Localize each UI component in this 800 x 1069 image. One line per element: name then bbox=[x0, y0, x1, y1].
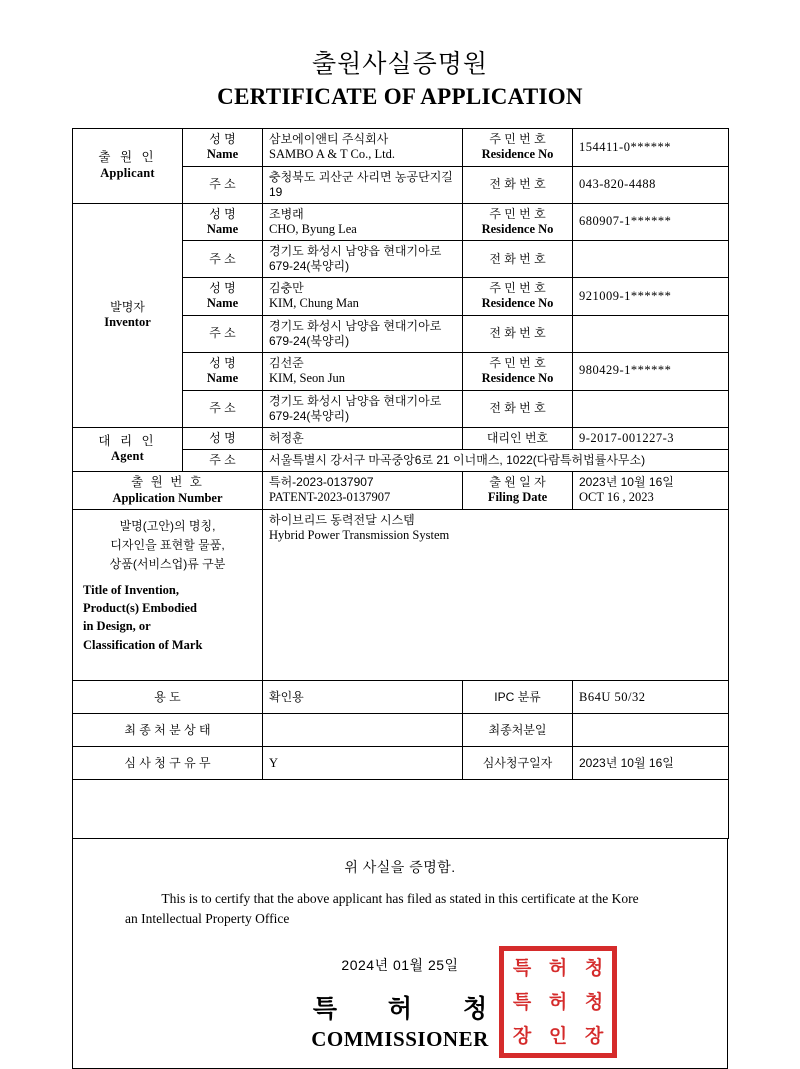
phone-label-cell bbox=[463, 241, 573, 278]
applicant-name-ko: 삼보에이앤티 주식회사 bbox=[269, 132, 389, 146]
address-label-cell bbox=[183, 241, 263, 278]
invention-title-label-en-2: Product(s) Embodied bbox=[83, 601, 198, 616]
agent-label-en: Agent bbox=[111, 449, 144, 464]
commissioner-en: COMMISSIONER bbox=[311, 1026, 489, 1051]
inventor-address-cell bbox=[263, 390, 463, 427]
purpose-value: 확인용 bbox=[269, 689, 304, 704]
inventor-label-ko: 발명자 bbox=[110, 299, 145, 314]
applicant-residence-cell bbox=[573, 129, 729, 167]
address-label-ko: 주 소 bbox=[209, 251, 236, 266]
invention-title-label-ko-2: 디자인을 표현할 물품, bbox=[110, 537, 225, 552]
table-row bbox=[73, 681, 729, 714]
purpose-label-ko: 용 도 bbox=[154, 689, 181, 704]
residence-label-ko: 주 민 번 호 bbox=[489, 281, 546, 296]
certification-statement-ko: 위 사실을 증명함. bbox=[344, 859, 456, 876]
phone-label-cell bbox=[463, 390, 573, 427]
application-number-en: PATENT-2023-0137907 bbox=[269, 490, 391, 505]
name-label-en: Name bbox=[206, 370, 239, 385]
inventor-residence-cell bbox=[573, 352, 729, 390]
inventor-residence-no: 680907-1****** bbox=[579, 214, 672, 229]
agent-no-label-ko: 대리인 번호 bbox=[486, 430, 549, 445]
inventor-phone-cell bbox=[573, 315, 729, 352]
applicant-phone-cell bbox=[573, 166, 729, 203]
filing-date-ko: 2023년 10월 16일 bbox=[579, 475, 674, 490]
name-label-cell bbox=[183, 278, 263, 316]
inventor-address: 경기도 화성시 남양읍 현대기아로 679-24(북양리) bbox=[269, 244, 442, 274]
address-label-ko: 주 소 bbox=[209, 453, 236, 468]
invention-title-label-cell bbox=[73, 510, 263, 681]
final-status-date-label-ko: 최종처분일 bbox=[488, 722, 547, 737]
exam-request-date-value-cell bbox=[573, 747, 729, 780]
certification-statement-en-line1: This is to certify that the above applicant has filed as stated in this certificate at the Kore bbox=[161, 891, 639, 907]
inventor-name-cell bbox=[263, 203, 463, 241]
name-label-cell bbox=[183, 129, 263, 167]
seal-char: 허 bbox=[548, 991, 568, 1013]
name-label-cell bbox=[183, 203, 263, 241]
inventor-address-cell bbox=[263, 241, 463, 278]
inventor-residence-no: 921009-1****** bbox=[579, 288, 672, 303]
applicant-address-cell bbox=[263, 166, 463, 203]
inventor-residence-cell bbox=[573, 203, 729, 241]
inventor-name-en: KIM, Seon Jun bbox=[269, 370, 346, 385]
agent-no-cell bbox=[573, 427, 729, 450]
ipc-label-cell bbox=[463, 681, 573, 714]
invention-title-label-en-3: in Design, or bbox=[83, 619, 151, 634]
residence-label-en: Residence No bbox=[481, 221, 554, 236]
inventor-name-ko: 김선준 bbox=[269, 355, 304, 370]
final-status-label-cell bbox=[73, 714, 263, 747]
table-row bbox=[73, 427, 729, 450]
inventor-address-cell bbox=[263, 315, 463, 352]
address-label-cell bbox=[183, 166, 263, 203]
agent-name-ko: 허정훈 bbox=[269, 430, 304, 445]
agent-label-ko: 대 리 인 bbox=[98, 433, 157, 448]
name-label-cell bbox=[183, 352, 263, 390]
agent-no-label-cell bbox=[463, 427, 573, 450]
residence-label-en: Residence No bbox=[481, 147, 554, 161]
residence-label-cell bbox=[463, 203, 573, 241]
address-label-ko: 주 소 bbox=[209, 326, 236, 341]
table-row bbox=[73, 747, 729, 780]
application-number-cell bbox=[263, 472, 463, 510]
application-number-label-ko: 출 원 번 호 bbox=[131, 475, 204, 490]
phone-label-cell bbox=[463, 166, 573, 203]
purpose-value-cell bbox=[263, 681, 463, 714]
phone-label-ko: 전 화 번 호 bbox=[489, 401, 546, 415]
name-label-en: Name bbox=[206, 296, 239, 311]
inventor-phone-cell bbox=[573, 241, 729, 278]
applicant-phone: 043-820-4488 bbox=[579, 176, 656, 191]
agent-label-cell bbox=[73, 427, 183, 472]
final-status-date-label-cell bbox=[463, 714, 573, 747]
inventor-label-cell bbox=[73, 203, 183, 427]
table-row bbox=[73, 510, 729, 681]
ipc-value: B64U 50/32 bbox=[579, 689, 646, 704]
filing-date-cell bbox=[573, 472, 729, 510]
final-status-date-value-cell bbox=[573, 714, 729, 747]
seal-char: 특 bbox=[512, 957, 532, 979]
address-label-ko: 주 소 bbox=[209, 177, 236, 192]
inventor-phone-cell bbox=[573, 390, 729, 427]
applicant-address: 충청북도 괴산군 사리면 농공단지길 19 bbox=[269, 169, 453, 199]
name-label-ko: 성 명 bbox=[209, 132, 236, 146]
exam-request-label-ko: 심 사 청 구 유 무 bbox=[124, 755, 211, 770]
name-label-ko: 성 명 bbox=[209, 206, 236, 221]
inventor-label-en: Inventor bbox=[104, 314, 151, 329]
application-number-label-cell bbox=[73, 472, 263, 510]
commissioner-ko: 특 허 청 bbox=[312, 994, 510, 1023]
agent-number: 9-2017-001227-3 bbox=[579, 430, 674, 445]
address-label-cell bbox=[183, 450, 263, 472]
filing-date-label-ko: 출 원 일 자 bbox=[489, 475, 546, 490]
applicant-label-ko: 출 원 인 bbox=[98, 150, 157, 165]
seal-char: 장 bbox=[584, 1025, 604, 1047]
invention-title-label-en-1: Title of Invention, bbox=[83, 583, 179, 598]
table-row bbox=[73, 714, 729, 747]
table-row bbox=[73, 129, 729, 167]
page-title-ko: 출원사실증명원 bbox=[311, 50, 489, 78]
name-label-cell bbox=[183, 427, 263, 450]
name-label-en: Name bbox=[206, 221, 239, 236]
residence-label-cell bbox=[463, 352, 573, 390]
inventor-name-ko: 조병래 bbox=[269, 206, 304, 221]
page-title-en: CERTIFICATE OF APPLICATION bbox=[217, 84, 583, 109]
purpose-label-cell bbox=[73, 681, 263, 714]
address-label-cell bbox=[183, 315, 263, 352]
applicant-label-en: Applicant bbox=[100, 165, 155, 180]
residence-label-cell bbox=[463, 278, 573, 316]
ipc-value-cell bbox=[573, 681, 729, 714]
final-status-value-cell bbox=[263, 714, 463, 747]
address-label-ko: 주 소 bbox=[209, 401, 236, 415]
residence-label-ko: 주 민 번 호 bbox=[489, 132, 546, 146]
exam-request-value-cell bbox=[263, 747, 463, 780]
inventor-address: 경기도 화성시 남양읍 현대기아로 679-24(북양리) bbox=[269, 318, 442, 348]
filing-date-en: OCT 16 , 2023 bbox=[579, 490, 654, 505]
applicant-name-cell bbox=[263, 129, 463, 167]
application-number-ko: 특허-2023-0137907 bbox=[269, 475, 374, 490]
invention-title-ko: 하이브리드 동력전달 시스템 bbox=[269, 513, 415, 528]
residence-label-ko: 주 민 번 호 bbox=[489, 206, 546, 221]
certification-statement-en-line2: an Intellectual Property Office bbox=[125, 910, 290, 926]
invention-title-cell bbox=[263, 510, 729, 681]
seal-char: 허 bbox=[548, 957, 568, 979]
name-label-en: Name bbox=[206, 147, 239, 161]
invention-title-label-ko-1: 발명(고안)의 명칭, bbox=[119, 519, 216, 534]
application-number-label-en: Application Number bbox=[112, 490, 223, 505]
residence-label-ko: 주 민 번 호 bbox=[489, 355, 546, 370]
inventor-residence-cell bbox=[573, 278, 729, 316]
residence-label-en: Residence No bbox=[481, 296, 554, 311]
certificate-table bbox=[72, 128, 729, 839]
exam-request-date-label-ko: 심사청구일자 bbox=[482, 755, 553, 770]
final-status-label-ko: 최 종 처 분 상 태 bbox=[124, 722, 211, 737]
inventor-residence-no: 980429-1****** bbox=[579, 363, 672, 378]
agent-address-cell bbox=[263, 450, 729, 472]
invention-title-label-en-4: Classification of Mark bbox=[83, 637, 203, 652]
seal-char: 인 bbox=[548, 1025, 568, 1047]
residence-label-en: Residence No bbox=[481, 370, 554, 385]
spacer-cell bbox=[73, 780, 729, 839]
table-row-spacer bbox=[73, 780, 729, 839]
address-label-cell bbox=[183, 390, 263, 427]
applicant-name-en: SAMBO A & T Co., Ltd. bbox=[269, 147, 395, 161]
exam-request-label-cell bbox=[73, 747, 263, 780]
phone-label-ko: 전 화 번 호 bbox=[489, 177, 546, 192]
name-label-ko: 성 명 bbox=[209, 430, 236, 445]
seal-char: 청 bbox=[584, 991, 604, 1013]
seal-char: 특 bbox=[512, 991, 532, 1013]
invention-title-label-ko-3: 상품(서비스업)류 구분 bbox=[109, 556, 226, 571]
inventor-name-ko: 김충만 bbox=[269, 281, 304, 296]
filing-date-label-en: Filing Date bbox=[487, 490, 548, 505]
residence-label-cell bbox=[463, 129, 573, 167]
commissioner-block bbox=[73, 989, 727, 1052]
seal-char: 장 bbox=[512, 1025, 532, 1047]
phone-label-ko: 전 화 번 호 bbox=[489, 326, 546, 341]
issue-date: 2024년 01월 25일 bbox=[341, 956, 459, 973]
exam-request-value: Y bbox=[269, 755, 279, 770]
invention-title-en: Hybrid Power Transmission System bbox=[269, 528, 450, 543]
applicant-residence-no: 154411-0****** bbox=[579, 139, 671, 154]
inventor-name-cell bbox=[263, 278, 463, 316]
seal-char: 청 bbox=[584, 957, 604, 979]
table-row bbox=[73, 203, 729, 241]
agent-address: 서울특별시 강서구 마곡중앙6로 21 이너매스, 1022(다람특허법률사무소) bbox=[269, 453, 646, 468]
exam-request-date-label-cell bbox=[463, 747, 573, 780]
filing-date-label-cell bbox=[463, 472, 573, 510]
name-label-ko: 성 명 bbox=[209, 281, 236, 296]
phone-label-ko: 전 화 번 호 bbox=[489, 251, 546, 266]
exam-request-date-value: 2023년 10월 16일 bbox=[579, 755, 674, 770]
inventor-name-en: CHO, Byung Lea bbox=[269, 221, 357, 236]
inventor-address: 경기도 화성시 남양읍 현대기아로 679-24(북양리) bbox=[269, 393, 442, 423]
applicant-label-cell bbox=[73, 129, 183, 204]
inventor-name-en: KIM, Chung Man bbox=[269, 296, 359, 311]
name-label-ko: 성 명 bbox=[209, 355, 236, 370]
certification-footer bbox=[72, 839, 728, 1069]
phone-label-cell bbox=[463, 315, 573, 352]
agent-name-cell bbox=[263, 427, 463, 450]
inventor-name-cell bbox=[263, 352, 463, 390]
table-row bbox=[73, 472, 729, 510]
ipc-label-ko: IPC 분류 bbox=[494, 689, 541, 704]
